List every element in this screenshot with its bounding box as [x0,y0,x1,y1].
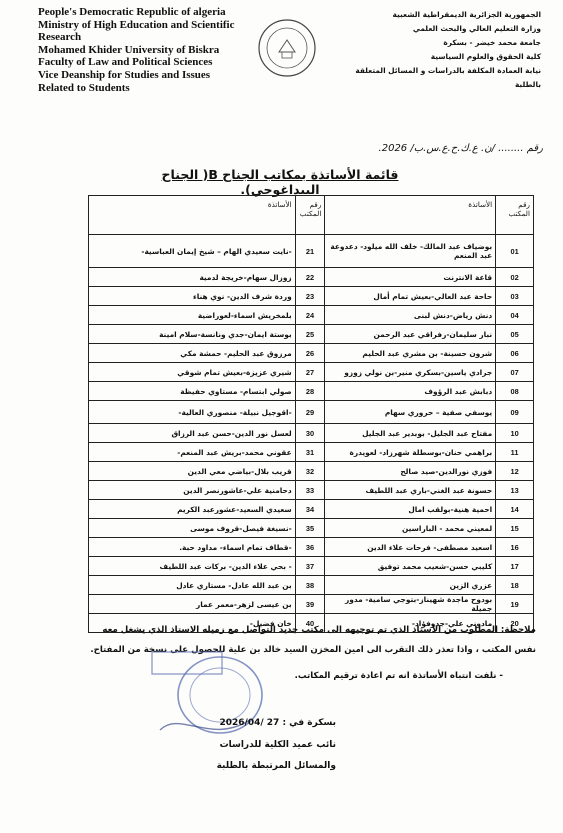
office-number: 11 [496,443,534,462]
office-number: 34 [295,500,325,519]
teachers-cell: بوستة ايمان-جدي ونانسة-سلام امينة [89,325,296,344]
office-number: 02 [496,268,534,287]
header-arabic [341,8,541,92]
office-number: 15 [496,519,534,538]
header-en-line: Ministry of High Education and Scientific [38,18,235,31]
teachers-cell: -نايت سعيدي الهام – شيخ إيمان العباسية- [89,235,296,268]
teachers-cell: يوسفي صفية – حروري سهام [325,401,496,424]
office-number: 10 [496,424,534,443]
teachers-cell: بلمخريش اسماء-لعوراضية [89,306,296,325]
office-number: 08 [496,382,534,401]
office-number: 38 [295,576,325,595]
signature-date: بسكرة في : 27 /2026/04 [219,718,336,728]
reference-number: رقم ........ /ن. ع.ك.ح.ع.س.ب/ 2026. [378,143,543,154]
header-en-line: Research [38,31,82,44]
office-number: 09 [496,401,534,424]
teachers-cell: بن عبد الله عادل- مستاري عادل [89,576,296,595]
teachers-cell: قريب بلال-بياضي معي الدين [89,462,296,481]
header-en-line: Vice Deanship for Studies and Issues [38,68,211,81]
signature-title-2: والمسائل المرتبطة بالطلبة [216,761,336,771]
table-row [89,424,534,443]
teachers-cell: خان فضيل- [89,614,296,633]
teachers-cell: زوزال سهام-خريجة لدمية [89,268,296,287]
office-number: 13 [496,481,534,500]
teachers-cell: وردة شرف الدين- نوي هناء [89,287,296,306]
teachers-cell: دحامنية علي-عاشورنصر الدين [89,481,296,500]
office-number: 23 [295,287,325,306]
teachers-cell: قاعة الانترنت [325,268,496,287]
office-number: 14 [496,500,534,519]
table-row [89,306,534,325]
office-number: 17 [496,557,534,576]
header-en-line: Related to Students [38,81,130,94]
office-number: 24 [295,306,325,325]
table-row [89,481,534,500]
header-ar-line: وزارة التعليم العالي والبحث العلمي [412,24,541,33]
office-number: 19 [496,595,534,614]
office-number: 39 [295,595,325,614]
signature-title-1: نائب عميد الكلية للدراسات [219,740,336,750]
table-row [89,500,534,519]
teachers-cell: -نسيغة فيصل-قروف موسى [89,519,296,538]
table-row [89,363,534,382]
teachers-cell: شرون حسينة- بن مشري عبد الحليم [325,344,496,363]
header-office-number: رقم المكتب [496,196,534,235]
header-en-line: People's Democratic Republic of algeria [38,6,226,18]
university-seal [257,18,317,78]
office-number: 30 [295,424,325,443]
table-header-row [89,196,534,235]
table-row [89,382,534,401]
note-line-2: نفس المكتب ، واذا تعذر ذلك التقرب الى امين المخزن السيد خالد بن علية للحصول على نسخة من المفتاح. [90,645,536,655]
office-number: 32 [295,462,325,481]
office-number: 22 [295,268,325,287]
teachers-cell: مرزوق عبد الحليم- حمشة مكي [89,344,296,363]
teachers-cell: حاحة عبد العالي-بعيش تمام أمال [325,287,496,306]
teachers-cell: مفتاح عبد الجليل- بوبدير عبد الجليل [325,424,496,443]
table-row [89,443,534,462]
document-title: قائمة الأساتذة بمكاتب الجناح B( الجناح البيداغوجي). [161,167,399,197]
office-number: 37 [295,557,325,576]
header-teachers-2: الأساتذة [89,196,296,235]
teachers-cell: بودوح ماجدة شهيناز-بتوجي سامية- مدور جميلة [325,595,496,614]
office-number: 33 [295,481,325,500]
teachers-cell: -اقوجيل نبيلة- منصوري العالية- [89,401,296,424]
table-row [89,462,534,481]
teachers-cell: -قطاف تمام اسماء- مداود حبة. [89,538,296,557]
header-ar-line: بالطلبة [514,80,541,89]
teachers-cell: عزري الزين [325,576,496,595]
office-number: 35 [295,519,325,538]
header-ar-line: جامعة محمد خيضر - بسكرة [443,38,541,47]
office-number: 27 [295,363,325,382]
office-number: 05 [496,325,534,344]
header-teachers: الأساتذة [325,196,496,235]
office-number: 01 [496,235,534,268]
teachers-cell: شيري عزيزة-بعيش تمام شوقي [89,363,296,382]
teachers-cell: حسونة عبد الغني-باري عبد اللطيف [325,481,496,500]
header-ar-line: كلية الحقوق والعلوم السياسية [430,52,541,61]
teachers-cell: سعيدي السعيد-عشورعبد الكريم [89,500,296,519]
table-row [89,344,534,363]
header-en-line: Faculty of Law and Political Sciences [38,56,213,69]
teachers-cell: نبار سليمان-رفراقي عبد الرحمن [325,325,496,344]
teachers-cell: لمعيني محمد - الباراسين [325,519,496,538]
table-row [89,268,534,287]
office-number: 04 [496,306,534,325]
header-ar-line: الجمهورية الجزائرية الديمقراطية الشعبية [392,10,541,19]
teachers-cell: براهمي حنان-بوسطلة شهرزاد- لعويدرة [325,443,496,462]
teachers-cell: دنش رياض-دنش لبنى [325,306,496,325]
teachers-cell: عقوني محمد-بريش عبد المنعم- [89,443,296,462]
table-row [89,595,534,614]
table-row [89,519,534,538]
office-number: 18 [496,576,534,595]
teachers-cell: كليبي حسن-شعيب محمد توفيق [325,557,496,576]
teachers-cell: احمية هنية-بولقب امال [325,500,496,519]
office-number: 16 [496,538,534,557]
teachers-cell: بن عيسى لزهر-معمر عمار [89,595,296,614]
header-ar-line: نيابة العمادة المكلفة بالدراسات و المسائل المتعلقة [355,66,541,75]
header-office-number-2: رقم المكتب [295,196,325,235]
teachers-cell: اسعيد مصطفى- فرحات علاء الدين [325,538,496,557]
table-row [89,235,534,268]
table-row [89,325,534,344]
office-number: 03 [496,287,534,306]
office-number: 26 [295,344,325,363]
table-row [89,538,534,557]
teachers-cell: - بحي علاء الدين- بركات عبد اللطيف [89,557,296,576]
office-number: 31 [295,443,325,462]
header-english [38,6,278,94]
note-line-1: ملاحظة: المطلوب من الأستاذ الذي تم توجيهه الى مكتب جديد التواصل مع زميله الاستاذ الذي يشغل معه [102,625,536,635]
office-number: 07 [496,363,534,382]
teachers-cell: مادوني علي-جدوفؤاد- [325,614,496,633]
office-number: 21 [295,235,325,268]
teachers-cell: صولي ابتسام- مستاوي حفيظة [89,382,296,401]
office-number: 25 [295,325,325,344]
office-number: 20 [496,614,534,633]
teachers-cell: لعسل نور الدين-حسن عبد الرزاق [89,424,296,443]
office-number: 40 [295,614,325,633]
table-row [89,401,534,424]
office-number: 29 [295,401,325,424]
table-row [89,287,534,306]
note-line-3: - نلفت انتباه الأساتذة انه تم اعادة ترقيم المكاتب. [294,671,503,681]
table-row [89,557,534,576]
teachers-cell: دبابش عبد الرؤوف [325,382,496,401]
table-row [89,576,534,595]
teachers-cell: بوضياف عبد المالك- خلف الله ميلود- دعدوعة عبد المنعم [325,235,496,268]
header-en-line: Mohamed Khider University of Biskra [38,43,220,56]
teachers-cell: جرادي ياسين-بسكري منير-بن نولي زوزو [325,363,496,382]
offices-table [88,195,534,633]
teachers-cell: فوزي نورالدين-صيد صالح [325,462,496,481]
office-number: 36 [295,538,325,557]
office-number: 12 [496,462,534,481]
office-number: 06 [496,344,534,363]
office-number: 28 [295,382,325,401]
